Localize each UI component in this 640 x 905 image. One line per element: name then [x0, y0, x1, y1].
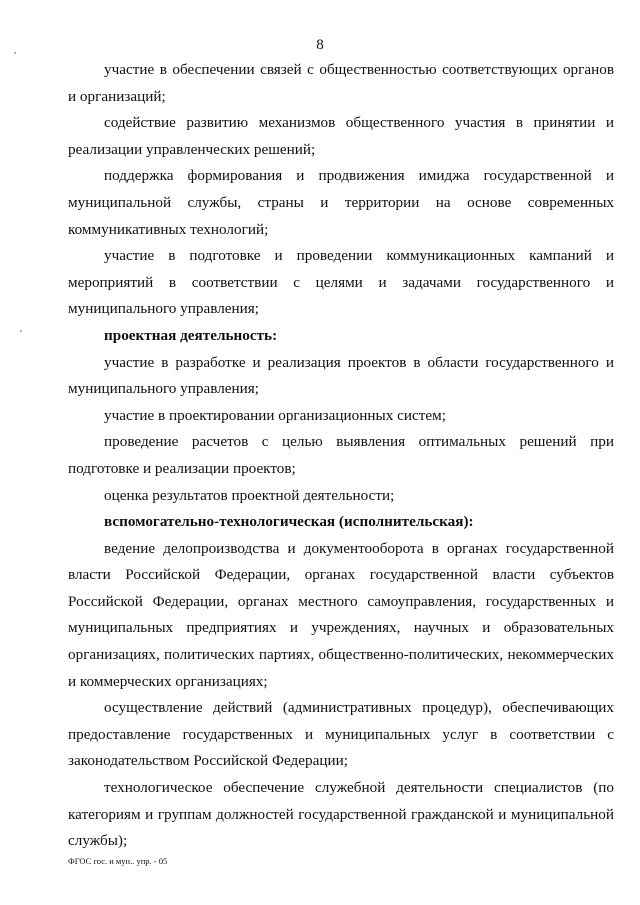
paragraph-11: ведение делопроизводства и документооборота в органах государственной власти Российской Федерации, органах государственной власти субъектов Российской Федерации, органах местного самоуправления, государственных и муниципальных предприятиях и учреждениях, научных и образовательных организациях, политических партиях, общественно-политических, некоммерческих и коммерческих организациях; [68, 539, 614, 690]
paragraph-8: проведение расчетов с целью выявления оптимальных решений при подготовке и реализации проектов; [68, 433, 614, 477]
paragraph-6: участие в разработке и реализация проектов в области государственного и муниципального управления; [68, 353, 614, 398]
paragraph-3: поддержка формирования и продвижения имиджа государственной и муниципальной службы, страны и территории на основе современных коммуникативных технологий; [68, 167, 614, 238]
paragraph-4: участие в подготовке и проведении коммуникационных кампаний и мероприятий в соответствии с целями и задачами государственного и муниципального управления; [68, 247, 614, 318]
page-number: 8 [316, 37, 324, 53]
document-body [68, 57, 614, 855]
paragraph-9: оценка результатов проектной деятельности; [104, 486, 395, 504]
paragraph-13: технологическое обеспечение служебной деятельности специалистов (по категориям и группам должностей государственной гражданской и муниципальной службы); [68, 779, 614, 850]
section-heading-project: проектная деятельность: [104, 326, 278, 344]
section-heading-auxiliary: вспомогательно-технологическая (исполнительская): [104, 513, 474, 531]
scan-artifact [14, 52, 16, 54]
paragraph-12: осуществление действий (административных процедур), обеспечивающих предоставление государственных и муниципальных услуг в соответствии с законодательством Российской Федерации; [68, 699, 614, 770]
footer-note: ФГОС гос. и мун.. упр. - 05 [68, 856, 168, 866]
paragraph-2: содействие развитию механизмов общественного участия в принятии и реализации управленческих решений; [68, 114, 614, 158]
paragraph-1: участие в обеспечении связей с общественностью соответствующих органов и организаций; [68, 61, 614, 105]
paragraph-7: участие в проектировании организационных систем; [104, 406, 446, 424]
scan-artifact [20, 330, 22, 332]
